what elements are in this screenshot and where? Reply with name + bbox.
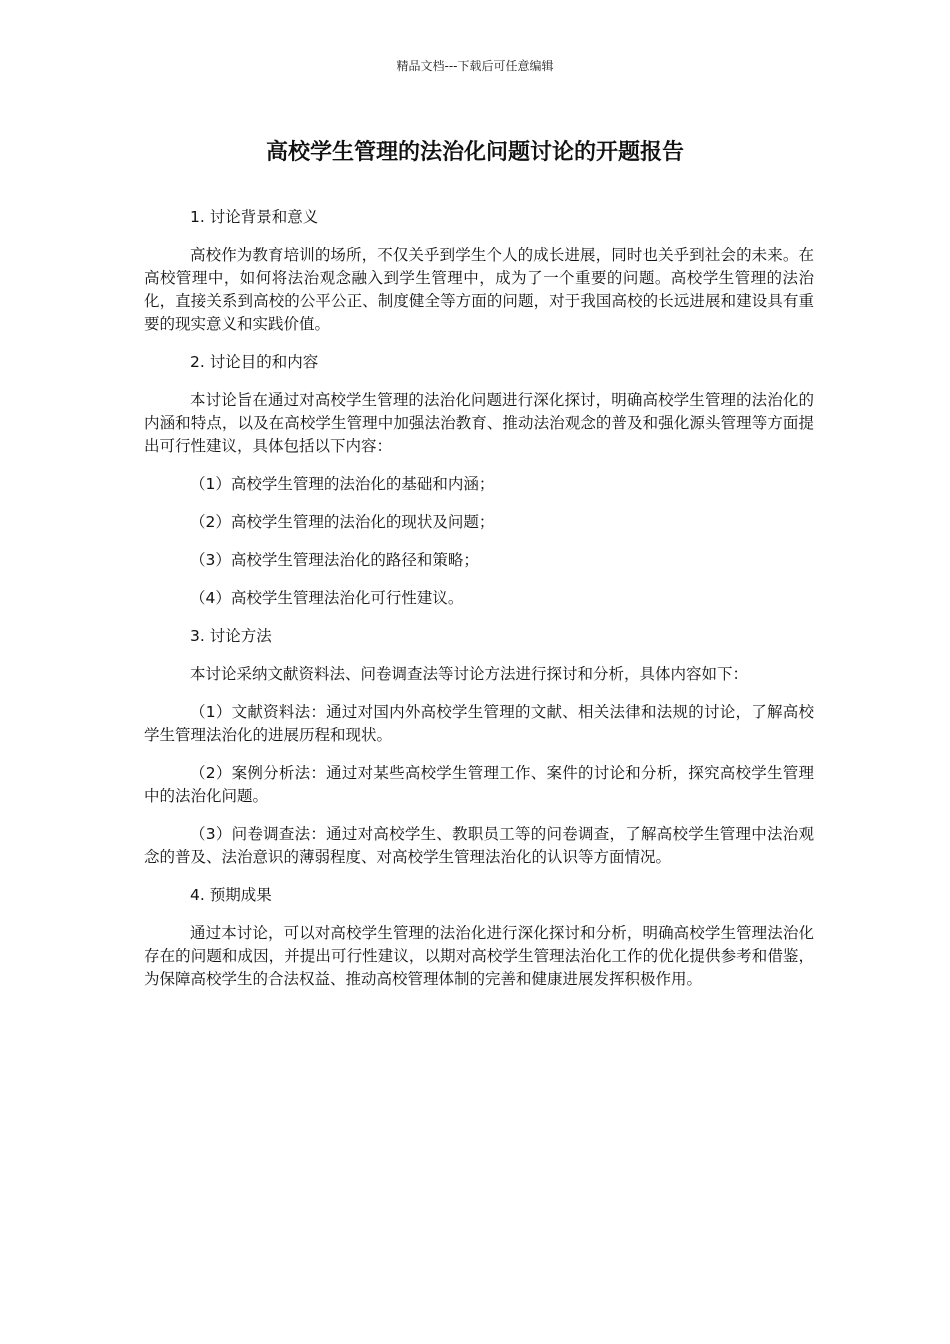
section-4-heading: 4. 预期成果 xyxy=(190,886,272,904)
section-2-paragraph: 本讨论旨在通过对高校学生管理的法治化问题进行深化探讨，明确高校学生管理的法治化的内涵和特点，以及在高校学生管理中加强法治教育、推动法治观念的普及和强化源头管理等方面提出可行性建议，具体包括以下内容： xyxy=(144,391,814,455)
section-3-item: （3）问卷调查法：通过对高校学生、教职员工等的问卷调查，了解高校学生管理中法治观念的普及、法治意识的薄弱程度、对高校学生管理法治化的认识等方面情况。 xyxy=(144,825,814,866)
header-note: 精品文档---下载后可任意编辑 xyxy=(396,59,554,73)
document-body xyxy=(144,206,814,1006)
section-3-item: （2）案例分析法：通过对某些高校学生管理工作、案件的讨论和分析，探究高校学生管理中的法治化问题。 xyxy=(144,764,814,805)
section-3-heading: 3. 讨论方法 xyxy=(190,627,272,645)
section-1-heading: 1. 讨论背景和意义 xyxy=(190,208,319,226)
section-2-heading: 2. 讨论目的和内容 xyxy=(190,353,319,371)
section-3-item: （1）文献资料法：通过对国内外高校学生管理的文献、相关法律和法规的讨论，了解高校学生管理法治化的进展历程和现状。 xyxy=(144,703,814,744)
section-2-item: （3）高校学生管理法治化的路径和策略； xyxy=(190,551,479,569)
section-1-paragraph: 高校作为教育培训的场所，不仅关乎到学生个人的成长进展，同时也关乎到社会的未来。在高校管理中，如何将法治观念融入到学生管理中，成为了一个重要的问题。高校学生管理的法治化，直接关系到高校的公平公正、制度健全等方面的问题，对于我国高校的长远进展和建设具有重要的现实意义和实践价值。 xyxy=(144,246,814,333)
section-2-item: （2）高校学生管理的法治化的现状及问题； xyxy=(190,513,495,531)
section-2-item: （1）高校学生管理的法治化的基础和内涵； xyxy=(190,475,495,493)
section-4-paragraph: 通过本讨论，可以对高校学生管理的法治化进行深化探讨和分析，明确高校学生管理法治化存在的问题和成因，并提出可行性建议，以期对高校学生管理法治化工作的优化提供参考和借鉴，为保障高校学生的合法权益、推动高校管理体制的完善和健康进展发挥积极作用。 xyxy=(144,924,814,988)
section-2-item: （4）高校学生管理法治化可行性建议。 xyxy=(190,589,464,607)
document-title: 高校学生管理的法治化问题讨论的开题报告 xyxy=(265,140,684,165)
section-3-paragraph: 本讨论采纳文献资料法、问卷调查法等讨论方法进行探讨和分析，具体内容如下： xyxy=(190,665,749,683)
